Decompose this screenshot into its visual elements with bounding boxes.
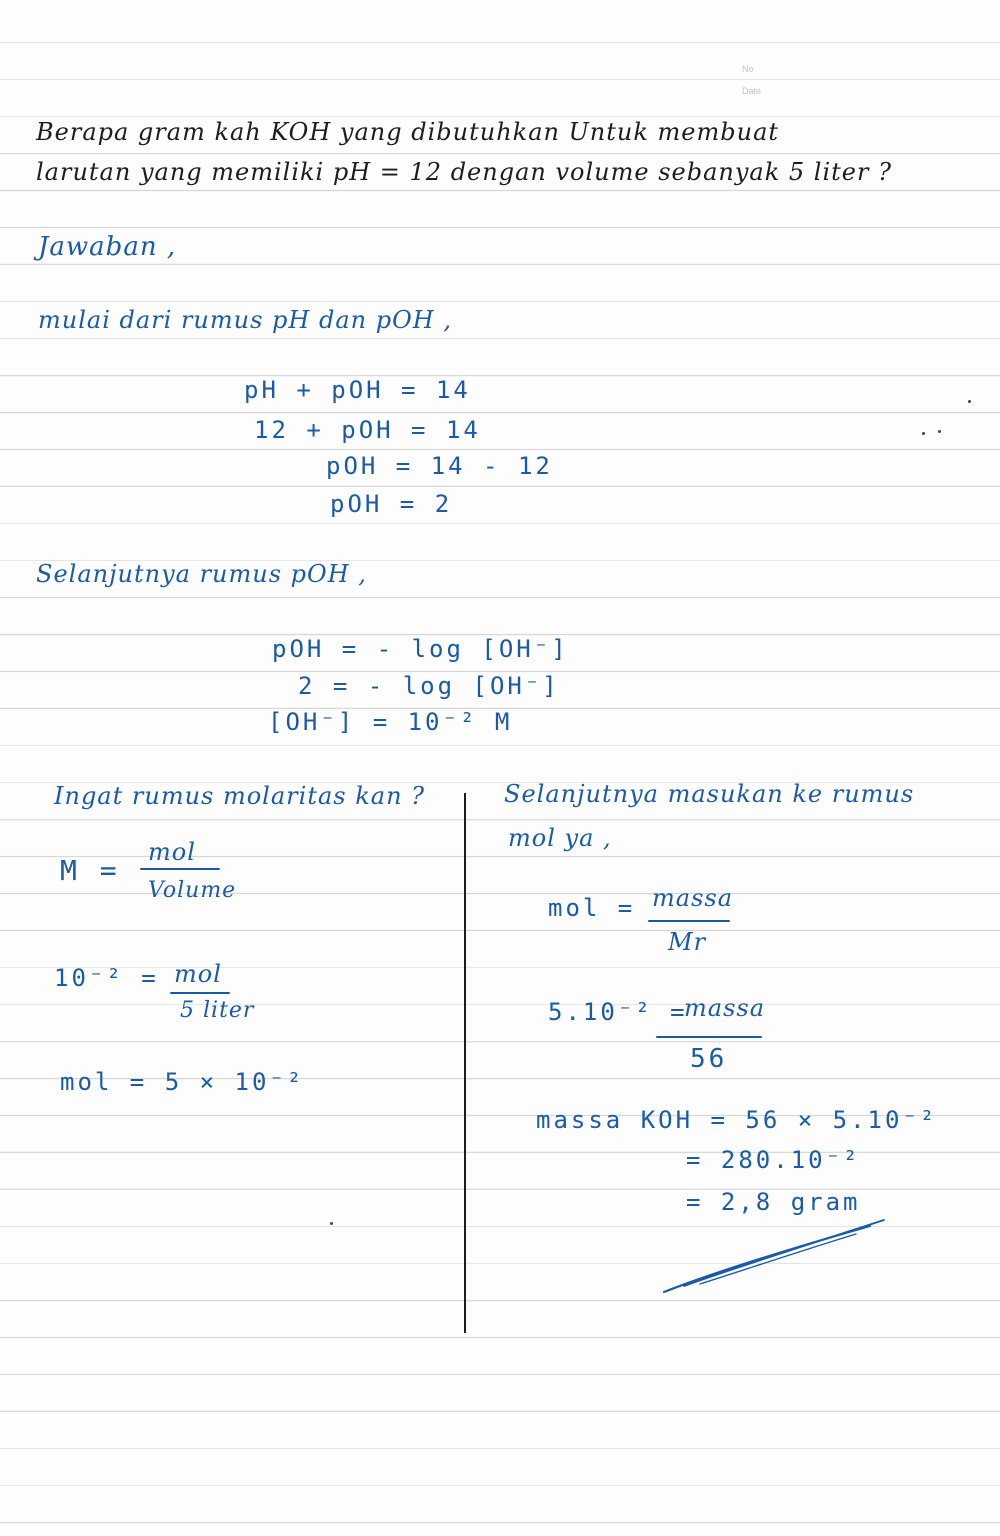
question-line-1: Berapa gram kah KOH yang dibutuhkan Untuk membuat: [36, 118, 780, 146]
answer-underline-strokes: [660, 1218, 890, 1298]
mass-koh-result: = 2,8 gram: [686, 1188, 861, 1216]
ph-equation-line-4: pOH = 2: [330, 490, 453, 518]
column-divider: [464, 793, 466, 1333]
ph-equation-line-1: pH + pOH = 14: [244, 376, 471, 404]
mol-formula-denominator: Mr: [668, 928, 707, 956]
molarity-denominator: Volume: [148, 878, 237, 903]
mass-koh-line-2: = 280.10⁻²: [686, 1146, 861, 1174]
mol-formula-fraction-bar: [648, 920, 730, 922]
question-line-2: larutan yang memiliki pH = 12 dengan volume sebanyak 5 liter ?: [36, 158, 892, 186]
mol-formula-lhs: mol =: [548, 894, 636, 922]
molarity-fraction-bar: [140, 868, 220, 870]
speck: [938, 430, 941, 433]
eq-fraction-bar-left: [170, 992, 230, 994]
eq-denominator-left: 5 liter: [180, 998, 255, 1023]
eq-numerator-left: mol: [174, 960, 222, 988]
answer-heading: Jawaban ,: [38, 232, 177, 262]
step2-intro: Selanjutnya rumus pOH ,: [36, 560, 367, 588]
poh-equation-line-1: pOH = - log [OH⁻]: [272, 635, 569, 663]
step1-intro: mulai dari rumus pH dan pOH ,: [38, 306, 452, 334]
mass-eq-denominator: 56: [690, 1044, 728, 1074]
ph-equation-line-3: pOH = 14 - 12: [326, 452, 553, 480]
mass-eq-lhs: 5.10⁻² =: [548, 998, 688, 1026]
speck: [968, 400, 971, 403]
left-intro: Ingat rumus molaritas kan ?: [54, 782, 426, 810]
right-intro-line-1: Selanjutnya masukan ke rumus: [504, 780, 915, 808]
speck: [922, 432, 925, 435]
right-intro-line-2: mol ya ,: [508, 824, 612, 852]
speck: [330, 1222, 333, 1225]
mass-eq-fraction-bar: [656, 1036, 762, 1038]
ph-equation-line-2: 12 + pOH = 14: [254, 416, 481, 444]
header-date-label: Date: [742, 86, 762, 96]
mass-eq-numerator: massa: [684, 994, 766, 1022]
eq-lhs-left: 10⁻² =: [54, 964, 159, 992]
poh-equation-line-3: [OH⁻] = 10⁻² M: [268, 708, 513, 736]
mol-result: mol = 5 × 10⁻²: [60, 1068, 305, 1096]
mol-formula-numerator: massa: [652, 884, 734, 912]
mass-koh-line-1: massa KOH = 56 × 5.10⁻²: [536, 1106, 938, 1134]
header-no-label: No: [742, 64, 754, 74]
molarity-lhs: M =: [60, 854, 120, 887]
molarity-numerator: mol: [148, 838, 196, 866]
poh-equation-line-2: 2 = - log [OH⁻]: [298, 672, 560, 700]
